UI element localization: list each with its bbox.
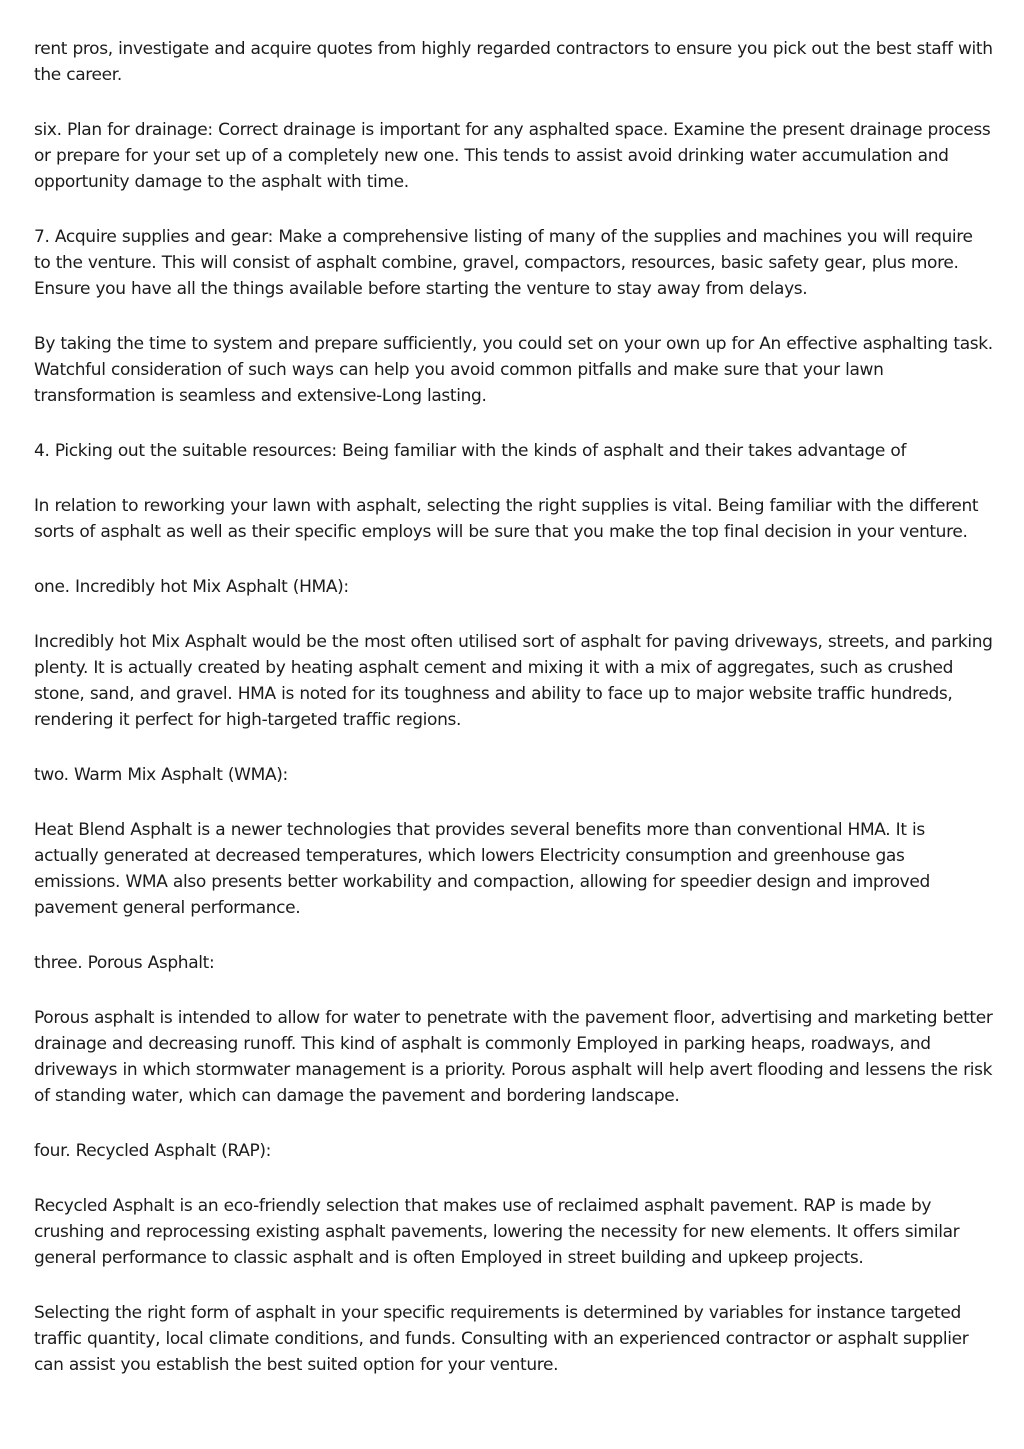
paragraph-rap: Recycled Asphalt is an eco-friendly selection that makes use of reclaimed asphalt pavement. RAP is made by crushing and reprocessing existing asphalt pavements, lowering the necessity for new elements. It offers similar general performance to classic asphalt and is often Employed in street building and upkeep projects. — [34, 1196, 960, 1268]
paragraph-acquire-supplies: 7. Acquire supplies and gear: Make a comprehensive listing of many of the supplies and machines you will require to the venture. This will consist of asphalt combine, gravel, compactors, resources, basic safety gear, plus more. Ensure you have all the things available before starting the venture to stay away from delays. — [34, 227, 973, 299]
subheading-porous: three. Porous Asphalt: — [34, 953, 215, 973]
section-heading-materials: 4. Picking out the suitable resources: Being familiar with the kinds of asphalt and their takes advantage of — [34, 441, 907, 461]
paragraph-porous: Porous asphalt is intended to allow for water to penetrate with the pavement floor, advertising and marketing better drainage and decreasing runoff. This kind of asphalt is commonly Employed in parking heaps, roadways, and driveways in which stormwater management is a priority. Porous asphalt will help avert flooding and lessens the risk of standing water, which can damage the pavement and bordering landscape. — [34, 1008, 993, 1106]
subheading-rap: four. Recycled Asphalt (RAP): — [34, 1141, 272, 1161]
subheading-hma: one. Incredibly hot Mix Asphalt (HMA): — [34, 577, 349, 597]
subheading-wma: two. Warm Mix Asphalt (WMA): — [34, 765, 288, 785]
paragraph-materials-intro: In relation to reworking your lawn with asphalt, selecting the right supplies is vital. Being familiar with the different sorts of asphalt as well as their specific employs will be sure that you make the top final decision in your venture. — [34, 496, 979, 542]
document-page — [34, 36, 994, 1407]
paragraph-planning-summary: By taking the time to system and prepare sufficiently, you could set on your own up for An effective asphalting task. Watchful consideration of such ways can help you avoid common pitfalls and make sure that your lawn transformation is seamless and extensive-Long lasting. — [34, 334, 993, 406]
paragraph-conclusion: Selecting the right form of asphalt in your specific requirements is determined by variables for instance targeted traffic quantity, local climate conditions, and funds. Consulting with an experienced contractor or asphalt supplier can assist you establish the best suited option for your venture. — [34, 1303, 969, 1375]
paragraph-plan-drainage: six. Plan for drainage: Correct drainage is important for any asphalted space. Examine the present drainage process or prepare for your set up of a completely new one. This tends to assist avoid drinking water accumulation and opportunity damage to the asphalt with time. — [34, 120, 991, 192]
paragraph-wma: Heat Blend Asphalt is a newer technologies that provides several benefits more than conventional HMA. It is actually generated at decreased temperatures, which lowers Electricity consumption and greenhouse gas emissions. WMA also presents better workability and compaction, allowing for speedier design and improved pavement general performance. — [34, 820, 930, 918]
paragraph-hma: Incredibly hot Mix Asphalt would be the most often utilised sort of asphalt for paving driveways, streets, and parking plenty. It is actually created by heating asphalt cement and mixing it with a mix of aggregates, such as crushed stone, sand, and gravel. HMA is noted for its toughness and ability to face up to major website traffic hundreds, rendering it perfect for high-targeted traffic regions. — [34, 632, 993, 730]
paragraph-contractor-quotes: rent pros, investigate and acquire quotes from highly regarded contractors to ensure you pick out the best staff with the career. — [34, 39, 993, 85]
